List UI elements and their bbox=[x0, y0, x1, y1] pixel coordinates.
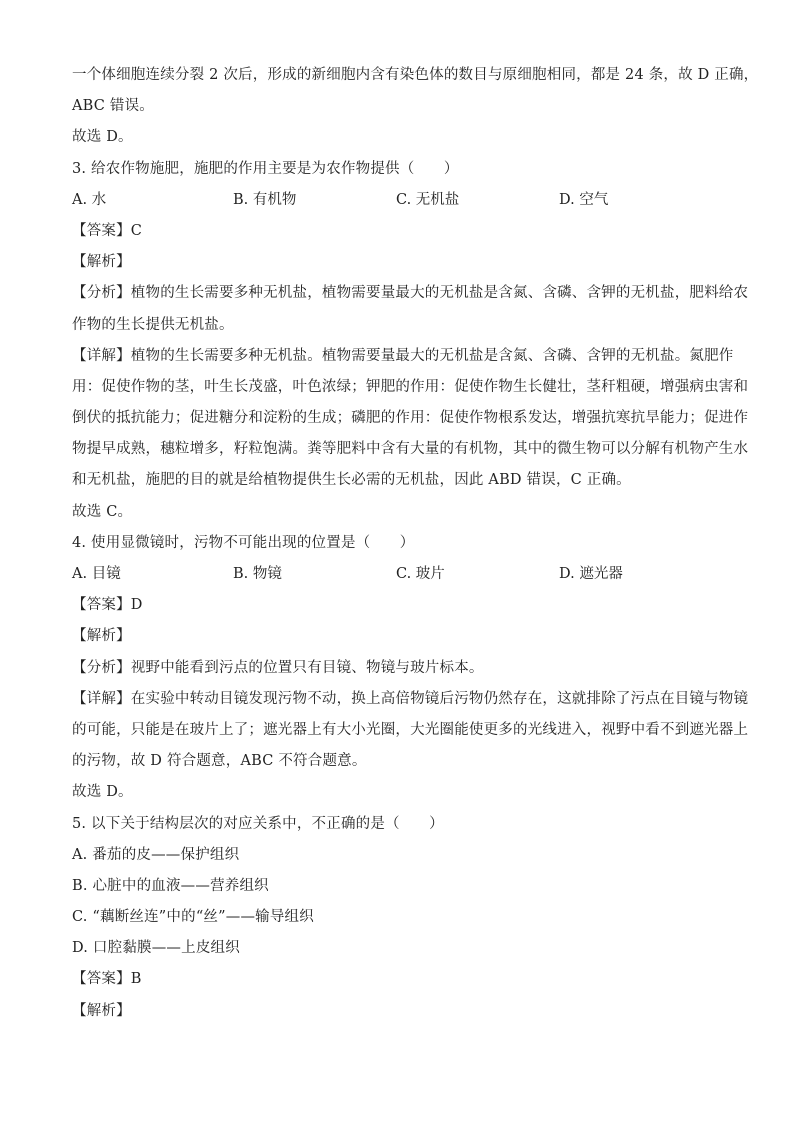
question-stem: 4. 使用显微镜时，污物不可能出现的位置是（ ） bbox=[72, 534, 415, 551]
detail-line: 的可能，只能是在玻片上了；遮光器上有大小光圈，大光圈能使更多的光线进入，视野中看不到遮光器上 bbox=[72, 721, 749, 738]
option-b: B. 有机物 bbox=[233, 191, 297, 208]
option-d: D. 口腔黏膜——上皮组织 bbox=[72, 940, 240, 957]
detail-line: 物提早成熟，穗粒增多，籽粒饱满。粪等肥料中含有大量的有机物，其中的微生物可以分解有机物产生水 bbox=[72, 441, 749, 458]
previous-question-continuation bbox=[72, 60, 759, 154]
question-4 bbox=[72, 528, 749, 809]
detail-line: 和无机盐，施肥的目的就是给植物提供生长必需的无机盐，因此 ABD 错误，C 正确。 bbox=[72, 472, 631, 489]
detail-line: 用：促使作物的茎，叶生长茂盛，叶色浓绿；钾肥的作用：促使作物生长健壮，茎秆粗硬，增强病虫害和 bbox=[72, 378, 749, 395]
option-b: B. 物镜 bbox=[233, 566, 282, 582]
answer: 【答案】B bbox=[72, 971, 142, 988]
analysis-line: 【分析】视野中能看到污点的位置只有目镜、物镜与玻片标本。 bbox=[72, 659, 484, 676]
question-5 bbox=[72, 809, 722, 1027]
jiexi-heading: 【解析】 bbox=[72, 254, 131, 271]
analysis-line: 【分析】植物的生长需要多种无机盐，植物需要量最大的无机盐是含氮、含磷、含钾的无机盐，肥料给农 bbox=[72, 285, 749, 302]
answer: 【答案】D bbox=[72, 597, 143, 614]
text-line: ABC 错误。 bbox=[72, 98, 154, 115]
text-line: 一个体细胞连续分裂 2 次后，形成的新细胞内含有染色体的数目与原细胞相同，都是 24 条，故 D 正确， bbox=[72, 67, 759, 83]
option-a: A. 目镜 bbox=[72, 566, 121, 582]
option-c: C. “藕断丝连”中的“丝”——输导组织 bbox=[72, 909, 314, 926]
question-3 bbox=[72, 154, 749, 528]
option-a: A. 水 bbox=[72, 191, 107, 208]
analysis-line: 作物的生长提供无机盐。 bbox=[72, 316, 234, 333]
detail-line: 【详解】在实验中转动目镜发现污物不动，换上高倍物镜后污物仍然存在，这就排除了污点在目镜与物镜 bbox=[72, 690, 749, 707]
options-row bbox=[72, 185, 722, 216]
conclusion: 故选 D。 bbox=[72, 784, 133, 801]
detail-line: 的污物，故 D 符合题意，ABC 不符合题意。 bbox=[72, 753, 367, 770]
jiexi-heading: 【解析】 bbox=[72, 1002, 131, 1019]
option-c: C. 无机盐 bbox=[396, 191, 460, 208]
document-page bbox=[72, 60, 759, 1027]
option-d: D. 空气 bbox=[559, 191, 609, 208]
detail-line: 倒伏的抵抗能力；促进糖分和淀粉的生成；磷肥的作用：促使作物根系发达，增强抗寒抗旱能力；促进作 bbox=[72, 410, 749, 427]
options-row bbox=[72, 559, 722, 590]
detail-line: 【详解】植物的生长需要多种无机盐。植物需要量最大的无机盐是含氮、含磷、含钾的无机盐。氮肥作 bbox=[72, 347, 734, 364]
option-c: C. 玻片 bbox=[396, 566, 445, 582]
answer: 【答案】C bbox=[72, 222, 143, 239]
option-d: D. 遮光器 bbox=[559, 566, 623, 582]
conclusion: 故选 C。 bbox=[72, 503, 133, 520]
question-stem: 5. 以下关于结构层次的对应关系中，不正确的是（ ） bbox=[72, 815, 444, 832]
option-a: A. 番茄的皮——保护组织 bbox=[72, 846, 240, 863]
question-stem: 3. 给农作物施肥，施肥的作用主要是为农作物提供（ ） bbox=[72, 160, 459, 177]
conclusion: 故选 D。 bbox=[72, 129, 133, 146]
option-b: B. 心脏中的血液——营养组织 bbox=[72, 877, 269, 894]
jiexi-heading: 【解析】 bbox=[72, 628, 131, 645]
